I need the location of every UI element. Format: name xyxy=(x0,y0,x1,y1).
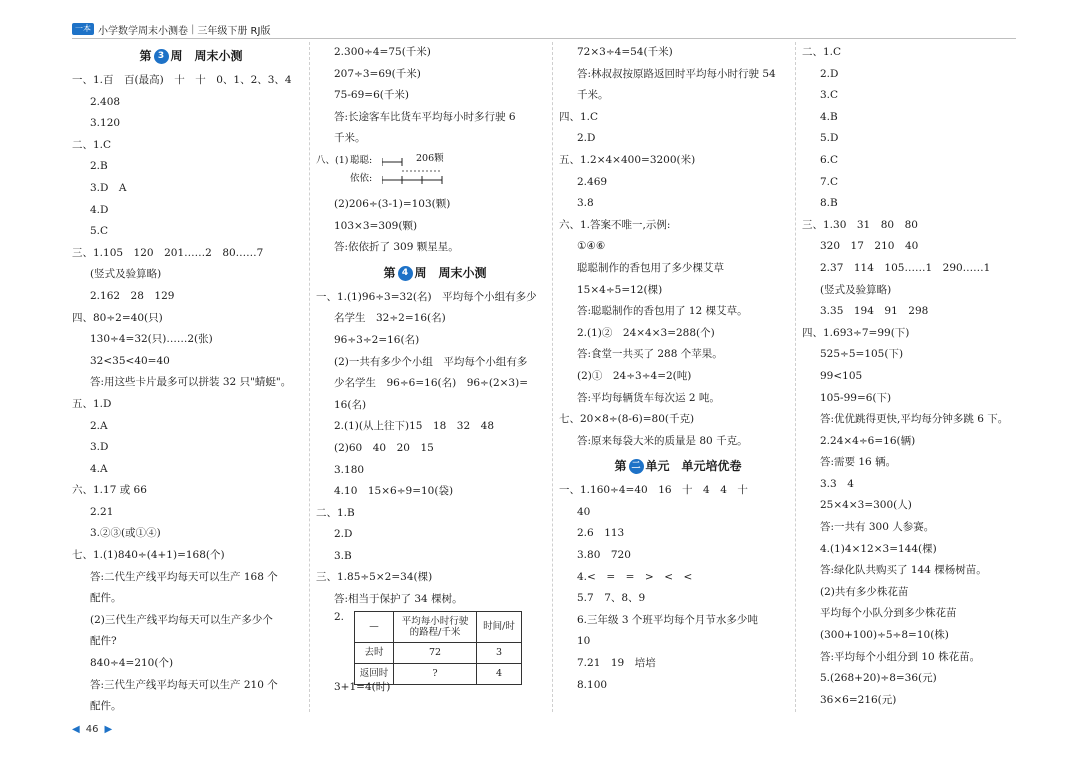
answer-line: 3.80 720 xyxy=(577,549,631,562)
answer-line: 2.24×4÷6=16(辆) xyxy=(820,434,916,447)
answer-line: 40 xyxy=(577,505,591,518)
answer-line: 三、1.105 120 201……2 80……7 xyxy=(72,246,264,259)
answer-line: 七、20×8÷(8-6)=80(千克) xyxy=(559,413,695,426)
answer-line: 4.(1)4×12×3=144(棵) xyxy=(820,542,937,555)
header-separator: | xyxy=(191,23,195,35)
answer-line: 2.21 xyxy=(90,505,114,518)
diagram-label-congcong: 聪聪: xyxy=(350,154,373,166)
answer-line: (2)60 40 20 15 xyxy=(334,441,434,454)
answer-line: (300+100)÷5÷8=10(株) xyxy=(820,629,949,642)
answer-line: 2.D xyxy=(334,528,353,541)
section-title-week4: 第 4 周 周末小测 xyxy=(383,265,487,280)
section-badge: 4 xyxy=(398,266,413,281)
answer-line: 2.(1)② 24×4×3=288(个) xyxy=(577,326,715,339)
answer-line: 3.120 xyxy=(90,117,121,130)
answer-line: (竖式及验算略) xyxy=(90,268,162,281)
answer-line: 名学生 32÷2=16(名) xyxy=(334,312,446,325)
answer-line: 840÷4=210(个) xyxy=(90,657,174,670)
answer-column-3 xyxy=(559,42,797,696)
answer-line: 4.10 15×6÷9=10(袋) xyxy=(334,485,454,498)
section-title-week3: 第 3 周 周末小测 xyxy=(139,49,243,63)
line-segment-diagram xyxy=(316,150,554,194)
answer-line: 99<105 xyxy=(820,369,863,382)
answer-line: 4.B xyxy=(820,110,838,123)
answer-line: 15×4÷5=12(棵) xyxy=(577,283,663,296)
answer-line: 答:平均每辆货车每次运 2 吨。 xyxy=(577,391,720,404)
answer-line: 3.②③(或①④) xyxy=(90,527,161,540)
answer-line: 四、80÷2=40(只) xyxy=(72,311,163,324)
answer-line: 3.180 xyxy=(334,463,365,476)
answer-line: 5.C xyxy=(90,225,109,238)
answer-line: 6.C xyxy=(820,153,839,166)
answer-line: 2.300÷4=75(千米) xyxy=(334,46,431,58)
answer-line: 32<35<40=40 xyxy=(90,354,170,367)
answer-line: 答:三代生产线平均每天可以生产 210 个 xyxy=(90,678,278,691)
answer-line: 4.< = = > < < xyxy=(577,570,693,583)
answer-line: 72×3÷4=54(千米) xyxy=(577,46,673,58)
answer-line: 答:原来每袋大米的质量是 80 千克。 xyxy=(577,434,748,447)
answer-line: 8.B xyxy=(820,197,838,210)
answer-line: 一、1.百 百(最高) 十 十 0、1、2、3、4 xyxy=(72,74,292,86)
answer-line: 3.3 4 xyxy=(820,477,854,490)
answer-line: 16(名) xyxy=(334,398,367,411)
answer-line: 2.408 xyxy=(90,95,121,108)
answer-line: 答:平均每个小组分到 10 株花苗。 xyxy=(820,650,981,663)
table-cell: ? xyxy=(394,663,477,684)
answer-line: 3+1=4(时) xyxy=(334,680,391,693)
answer-line: 96÷3÷2=16(名) xyxy=(334,333,420,346)
answer-line: 2.162 28 129 xyxy=(90,289,175,302)
answer-line: 三、1.30 31 80 80 xyxy=(802,218,918,231)
answer-line: 答:优优跳得更快,平均每分钟多跳 6 下。 xyxy=(820,413,1009,426)
answer-line: 10 xyxy=(577,635,591,648)
answer-line: 六、1.17 或 66 xyxy=(72,484,147,497)
answer-line: (2)206÷(3-1)=103(颗) xyxy=(334,197,451,210)
answer-line: 525÷5=105(下) xyxy=(820,348,904,361)
answer-line: 75-69=6(千米) xyxy=(334,89,409,102)
answer-line: 答:相当于保护了 34 棵树。 xyxy=(334,593,463,606)
answer-line: 25×4×3=300(人) xyxy=(820,499,912,512)
answer-line: 四、1.C xyxy=(559,110,599,123)
answer-line: 一、1.160÷4=40 16 十 4 4 十 xyxy=(559,484,748,497)
speed-table xyxy=(354,611,522,685)
answer-line: 配件。 xyxy=(90,592,122,605)
answer-line: (2)一共有多少个小组 平均每个小组有多 xyxy=(334,355,528,368)
table-cell: 4 xyxy=(477,663,522,684)
answer-line: (2)共有多少株花苗 xyxy=(820,585,909,598)
answer-line: 答:依依折了 309 颗星星。 xyxy=(334,241,459,254)
table-cell: 3 xyxy=(477,642,522,663)
answer-line: 配件。 xyxy=(90,700,122,713)
answer-line: 平均每个小队分到多少株花苗 xyxy=(820,607,957,620)
answer-line: 5.D xyxy=(820,132,839,145)
answer-line: 答:绿化队共购买了 144 棵杨树苗。 xyxy=(820,564,987,577)
answer-line: 320 17 210 40 xyxy=(820,240,919,253)
table-cell: 去时 xyxy=(355,642,394,663)
answer-line: 三、1.85÷5×2=34(棵) xyxy=(316,571,433,584)
answer-line: 六、1.答案不唯一,示例: xyxy=(559,218,671,231)
answer-line: 105-99=6(下) xyxy=(820,391,892,404)
answer-line: 2.D xyxy=(577,132,596,145)
answer-line: 2.6 113 xyxy=(577,527,625,540)
answer-line: 配件? xyxy=(90,635,117,648)
answer-line: (2)① 24÷3÷4=2(吨) xyxy=(577,369,692,382)
answer-line: 207÷3=69(千米) xyxy=(334,67,421,80)
answer-line: 五、1.D xyxy=(72,397,112,410)
page-footer xyxy=(72,724,112,735)
answer-line: 答:林叔叔按原路返回时平均每小时行驶 54 xyxy=(577,67,776,80)
header-rule xyxy=(72,38,1016,39)
answer-line: 3.8 xyxy=(577,197,594,210)
answer-line: 一、1.(1)96÷3=32(名) 平均每个小组有多少 xyxy=(316,290,537,303)
diagram-question-prefix: 八、(1) xyxy=(316,154,349,166)
answer-line: 2.37 114 105……1 290……1 xyxy=(820,261,991,274)
diagram-amount-label: 206颗 xyxy=(416,152,444,164)
answer-line: 130÷4=32(只)……2(张) xyxy=(90,333,213,346)
answer-line: 答:食堂一共买了 288 个苹果。 xyxy=(577,348,723,361)
answer-line: 103×3=309(颗) xyxy=(334,219,418,232)
page-header xyxy=(72,22,270,36)
answer-line: 5.7 7、8、9 xyxy=(577,592,646,605)
answer-line: 二、1.C xyxy=(72,138,112,151)
answer-line: 7.C xyxy=(820,175,839,188)
table-header-cell: 平均每小时行驶的路程/千米 xyxy=(394,611,477,642)
answer-line: 4.D xyxy=(90,203,109,216)
answer-line: 聪聪制作的香包用了多少棵艾草 xyxy=(577,261,724,274)
answer-column-1 xyxy=(72,42,310,718)
answer-line: (2)三代生产线平均每天可以生产多少个 xyxy=(90,613,273,626)
answer-line: 4.A xyxy=(90,462,108,475)
answer-line: 二、1.B xyxy=(316,506,355,519)
answer-column-2 xyxy=(316,42,554,698)
page-number: 46 xyxy=(85,724,99,735)
answer-line: 答:一共有 300 人参赛。 xyxy=(820,521,935,534)
answer-line: 3.35 194 91 298 xyxy=(820,305,929,318)
table-header-cell: 时间/时 xyxy=(477,611,522,642)
answer-line: ①④⑥ xyxy=(577,240,606,253)
answer-line: 2.D xyxy=(820,67,839,80)
header-title: 小学数学周末小测卷 xyxy=(98,25,188,37)
answer-line: 3.B xyxy=(334,549,352,562)
answer-line: 千米。 xyxy=(577,89,609,102)
answer-line: 2.A xyxy=(90,419,108,432)
speed-table-block xyxy=(316,610,554,680)
answer-line: 答:需要 16 辆。 xyxy=(820,456,897,469)
answer-line: (竖式及验算略) xyxy=(820,283,892,296)
answer-line: 二、1.C xyxy=(802,46,842,58)
answer-line: 8.100 xyxy=(577,678,608,691)
section-badge: 二 xyxy=(629,459,644,474)
answer-line: 少名学生 96÷6=16(名) 96÷(2×3)= xyxy=(334,377,528,390)
answer-line: 2.B xyxy=(90,160,108,173)
answer-line: 3.C xyxy=(820,89,839,102)
answer-line: 四、1.693÷7=99(下) xyxy=(802,326,910,339)
table-header-cell: — xyxy=(355,611,394,642)
answer-line: 答:二代生产线平均每天可以生产 168 个 xyxy=(90,570,278,583)
answer-line: 2.(1)(从上往下)15 18 32 48 xyxy=(334,420,495,433)
answer-line: 七、1.(1)840÷(4+1)=168(个) xyxy=(72,549,225,562)
prev-arrow-icon: ◀ xyxy=(72,724,80,735)
answer-line: 千米。 xyxy=(334,132,366,145)
table-row xyxy=(355,611,522,642)
table-row xyxy=(355,642,522,663)
table-question-number: 2. xyxy=(334,610,345,623)
answer-line: 五、1.2×4×400=3200(米) xyxy=(559,153,696,166)
answer-line: 2.469 xyxy=(577,175,608,188)
answer-line: 5.(268+20)÷8=36(元) xyxy=(820,672,937,685)
next-arrow-icon: ▶ xyxy=(104,724,113,735)
answer-line: 7.21 19 培培 xyxy=(577,657,656,670)
table-cell: 72 xyxy=(394,642,477,663)
answer-line: 36×6=216(元) xyxy=(820,693,897,706)
answer-line: 3.D A xyxy=(90,181,127,194)
answer-line: 答:聪聪制作的香包用了 12 棵艾草。 xyxy=(577,305,748,318)
table-cell: 返回时 xyxy=(355,663,394,684)
answer-line: 答:用这些卡片最多可以拼装 32 只"蜻蜓"。 xyxy=(90,376,292,389)
diagram-label-yiyi: 依依: xyxy=(350,172,373,184)
answer-line: 答:长途客车比货车平均每小时多行驶 6 xyxy=(334,110,516,123)
section-title-unit2: 第 二 单元 单元培优卷 xyxy=(614,459,742,474)
brand-logo: 一本 xyxy=(72,23,94,35)
answer-line: 6.三年级 3 个班平均每个月节水多少吨 xyxy=(577,613,758,626)
answer-column-4 xyxy=(802,42,1040,711)
section-badge: 3 xyxy=(154,49,169,64)
answer-line: 3.D xyxy=(90,441,109,454)
header-grade: 三年级下册 RJ版 xyxy=(197,25,271,37)
